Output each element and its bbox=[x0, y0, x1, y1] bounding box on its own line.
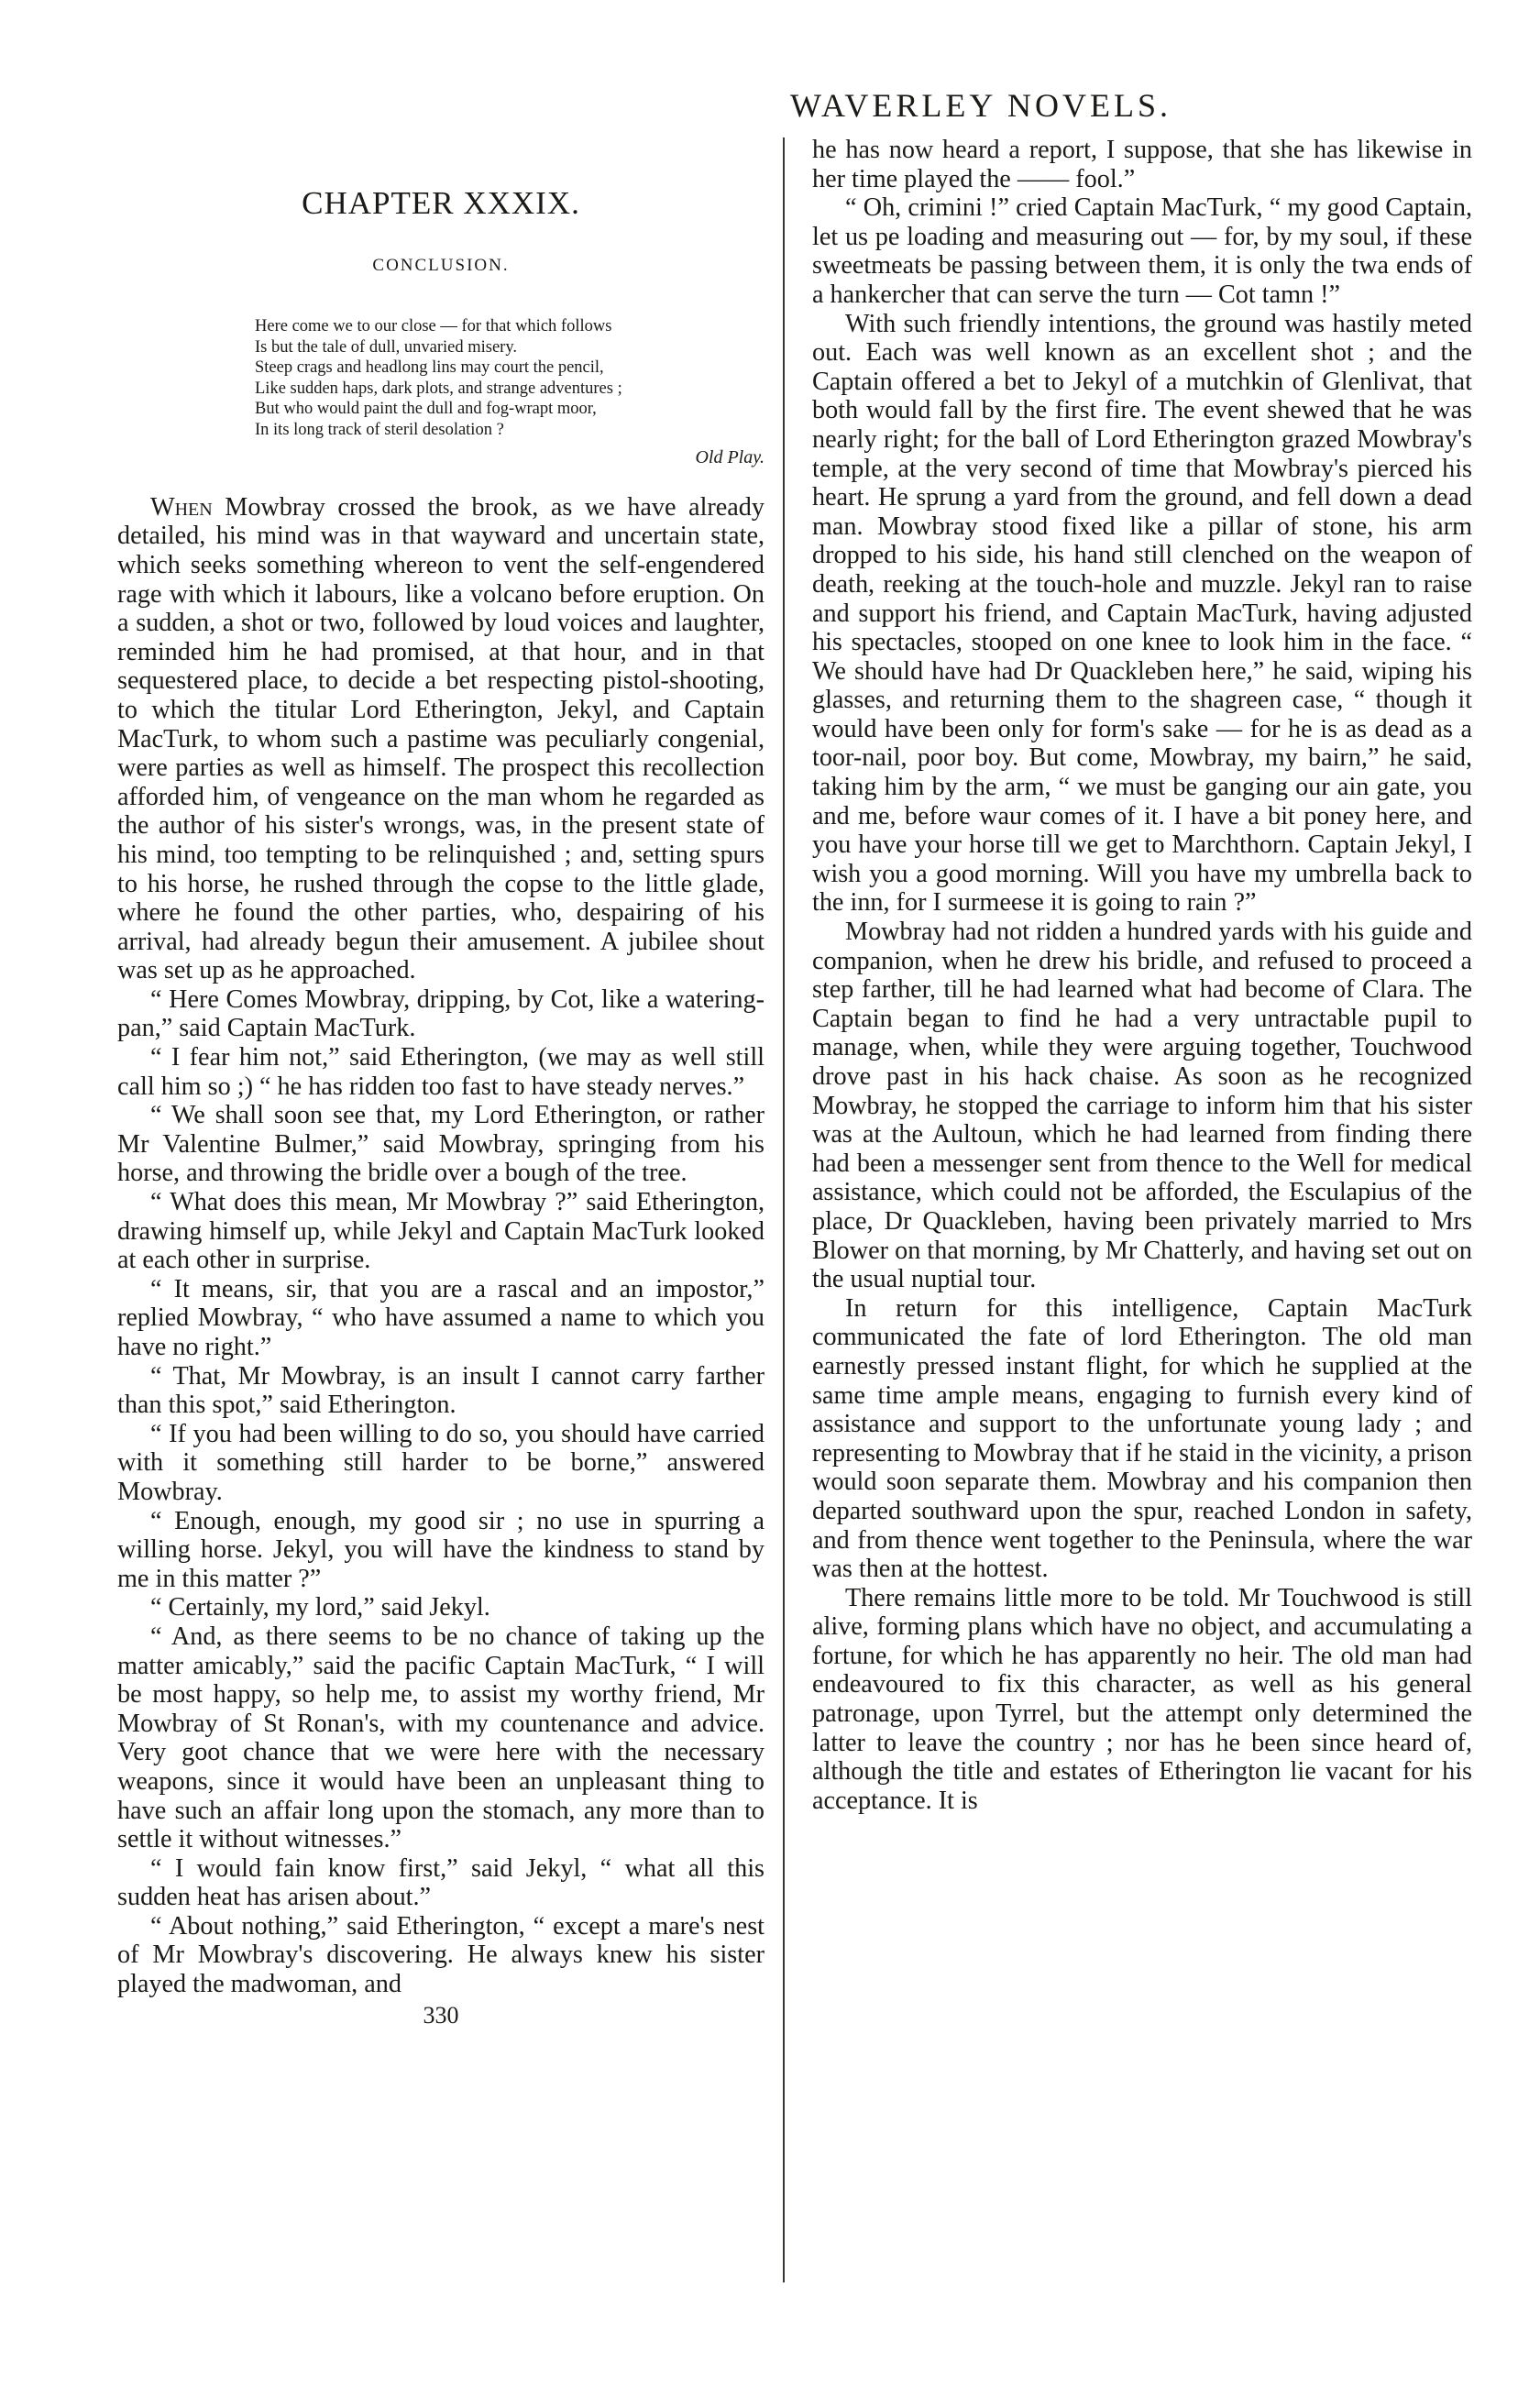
left-column bbox=[117, 180, 764, 2029]
chapter-title: CHAPTER XXXIX. bbox=[302, 185, 580, 221]
paragraph-text: Mowbray crossed the brook, as we have already detailed, his mind was in that wayward and uncertain state, which seeks something whereon to vent the self-engendered rage with which it labours, like a volcano before eruption. On a sudden, a shot or two, followed by loud voices and laughter, reminded him he had promised, at that hour, and in that sequestered place, to decide a bet respecting pistol-shooting, to which the titular Lord Etherington, Jekyl, and Captain MacTurk, to whom such a pastime was peculiarly congenial, were parties as well as himself. The prospect this recollection afforded him, of vengeance on the man whom he regarded as the author of his sister's wrongs, was, in the present state of his mind, too tempting to be relinquished ; and, setting spurs to his horse, he rushed through the copse to the little glade, where he found the other parties, who, despairing of his arrival, had already begun their amusement. A jubilee shout was set up as he approached. bbox=[117, 492, 764, 985]
paragraph: “ We shall soon see that, my Lord Etherington, or rather Mr Valentine Bulmer,” said Mowbray, springing from his horse, and throwing the bridle over a bough of the tree. bbox=[117, 1101, 764, 1188]
paragraph: There remains little more to be told. Mr Touchwood is still alive, forming plans which have no object, and accumulating a fortune, for which he has apparently no heir. The old man had endeavoured to fix this character, as well as his general patronage, upon Tyrrel, but the attempt only determined the latter to leave the country ; nor has he been since heard of, although the title and estates of Etherington lie vacant for his acceptance. It is bbox=[812, 1583, 1472, 1815]
paragraph: “ If you had been willing to do so, you should have carried with it something still harder to be borne,” answered Mowbray. bbox=[117, 1419, 764, 1506]
running-header bbox=[0, 86, 1540, 125]
paragraph: “ That, Mr Mowbray, is an insult I cannot carry farther than this spot,” said Etherington. bbox=[117, 1361, 764, 1420]
paragraph: “ About nothing,” said Etherington, “ except a mare's nest of Mr Mowbray's discovering. He always knew his sister played the madwoman, and bbox=[117, 1911, 764, 1999]
epigraph-line: In its long track of steril desolation ? bbox=[255, 420, 504, 439]
epigraph-line: Is but the tale of dull, unvaried misery. bbox=[255, 337, 517, 357]
page-number: 330 bbox=[423, 2001, 459, 2029]
paragraph bbox=[117, 493, 764, 985]
paragraph: “ It means, sir, that you are a rascal and an impostor,” replied Mowbray, “ who have assumed a name to which you have no right.” bbox=[117, 1274, 764, 1361]
paragraph: In return for this intelligence, Captain MacTurk communicated the fate of lord Etherington. The old man earnestly pressed instant flight, for which he supplied at the same time ample means, engaging to furnish every kind of assistance and support to the unfortunate young lady ; and representing to Mowbray that if he staid in the vicinity, a prison would soon separate them. Mowbray and his companion then departed southward upon the spur, reached London in safety, and from thence went together to the Peninsula, where the war was then at the hottest. bbox=[812, 1293, 1472, 1584]
paragraph: “ Oh, crimini !” cried Captain MacTurk, “ my good Captain, let us pe loading and measuring out — for, by my soul, if these sweetmeats be passing between them, it is only the twa ends of a hankercher that can serve the turn — Cot tamn !” bbox=[812, 193, 1472, 309]
column-divider bbox=[783, 137, 785, 2282]
chapter-subtitle: CONCLUSION. bbox=[372, 255, 510, 275]
paragraph: “ Enough, enough, my good sir ; no use in spurring a willing horse. Jekyl, you will have the kindness to stand by me in this matter ?” bbox=[117, 1506, 764, 1593]
paragraph: “ I fear him not,” said Etherington, (we may as well still call him so ;) “ he has ridden too fast to have steady nerves.” bbox=[117, 1043, 764, 1101]
paragraph-continuation: he has now heard a report, I suppose, that she has likewise in her time played the —— fool.” bbox=[812, 136, 1472, 193]
epigraph-line: But who would paint the dull and fog-wrapt moor, bbox=[255, 400, 597, 419]
epigraph-source: Old Play. bbox=[695, 447, 764, 468]
paragraph: “ I would fain know first,” said Jekyl, “ what all this sudden heat has arisen about.” bbox=[117, 1853, 764, 1912]
epigraph-line: Steep crags and headlong lins may court the pencil, bbox=[255, 358, 604, 378]
epigraph-line: Like sudden haps, dark plots, and strange adventures ; bbox=[255, 379, 622, 398]
epigraph-line: Here come we to our close — for that which follows bbox=[255, 317, 612, 336]
paragraph: “ What does this mean, Mr Mowbray ?” said Etherington, drawing himself up, while Jekyl and Captain MacTurk looked at each other in surprise. bbox=[117, 1188, 764, 1275]
paragraph: Mowbray had not ridden a hundred yards with his guide and companion, when he drew his bridle, and refused to proceed a step farther, till he had learned what had become of Clara. The Captain began to find he had a very untractable pupil to manage, when, while they were arguing together, Touchwood drove past in his hack chaise. As soon as he recognized Mowbray, he stopped the carriage to inform him that his sister was at the Aultoun, which he had learned from finding there had been a messenger sent from thence to the Well for medical assistance, which could not be afforded, the Esculapius of the place, Dr Quackleben, having been privately married to Mrs Blower on that morning, by Mr Chatterly, and having set out on the usual nuptial tour. bbox=[812, 918, 1472, 1294]
running-title: WAVERLEY NOVELS. bbox=[790, 87, 1172, 124]
paragraph: With such friendly intentions, the ground was hastily meted out. Each was well known as an excellent shot ; and the Captain offered a bet to Jekyl of a mutchkin of Glenlivat, that both would fall by the first fire. The event shewed that he was nearly right; for the ball of Lord Etherington grazed Mowbray's temple, at the very second of time that Mowbray's pierced his heart. He sprung a yard from the ground, and fell down a dead man. Mowbray stood fixed like a pillar of stone, his arm dropped to his side, his hand still clenched on the weapon of death, reeking at the touch-hole and muzzle. Jekyl ran to raise and support his friend, and Captain MacTurk, having adjusted his spectacles, stooped on one knee to look him in the face. “ We should have had Dr Quackleben here,” he said, wiping his glasses, and returning them to the shagreen case, “ though it would have been only for form's sake — for he is as dead as a toor-nail, poor boy. But come, Mowbray, my bairn,” he said, taking him by the arm, “ we must be ganging our ain gate, you and me, before waur comes of it. I have a bit poney here, and you have your horse till we get to Marchthorn. Captain Jekyl, I wish you a good morning. Will you have my umbrella back to the inn, for I surmeese it is going to rain ?” bbox=[812, 309, 1472, 918]
paragraph: “ And, as there seems to be no chance of taking up the matter amicably,” said the pacific Captain MacTurk, “ I will be most happy, so help me, to assist my worthy friend, Mr Mowbray of St Ronan's, with my countenance and advice. Very goot chance that we were here with the necessary weapons, since it would have been an unpleasant thing to have such an affair long upon the stomach, any more than to settle it without witnesses.” bbox=[117, 1622, 764, 1854]
lead-word: When bbox=[150, 492, 213, 522]
paragraph: “ Here Comes Mowbray, dripping, by Cot, like a watering-pan,” said Captain MacTurk. bbox=[117, 984, 764, 1043]
paragraph: “ Certainly, my lord,” said Jekyl. bbox=[150, 1593, 490, 1622]
right-column bbox=[812, 136, 1472, 1815]
epigraph bbox=[255, 316, 741, 440]
